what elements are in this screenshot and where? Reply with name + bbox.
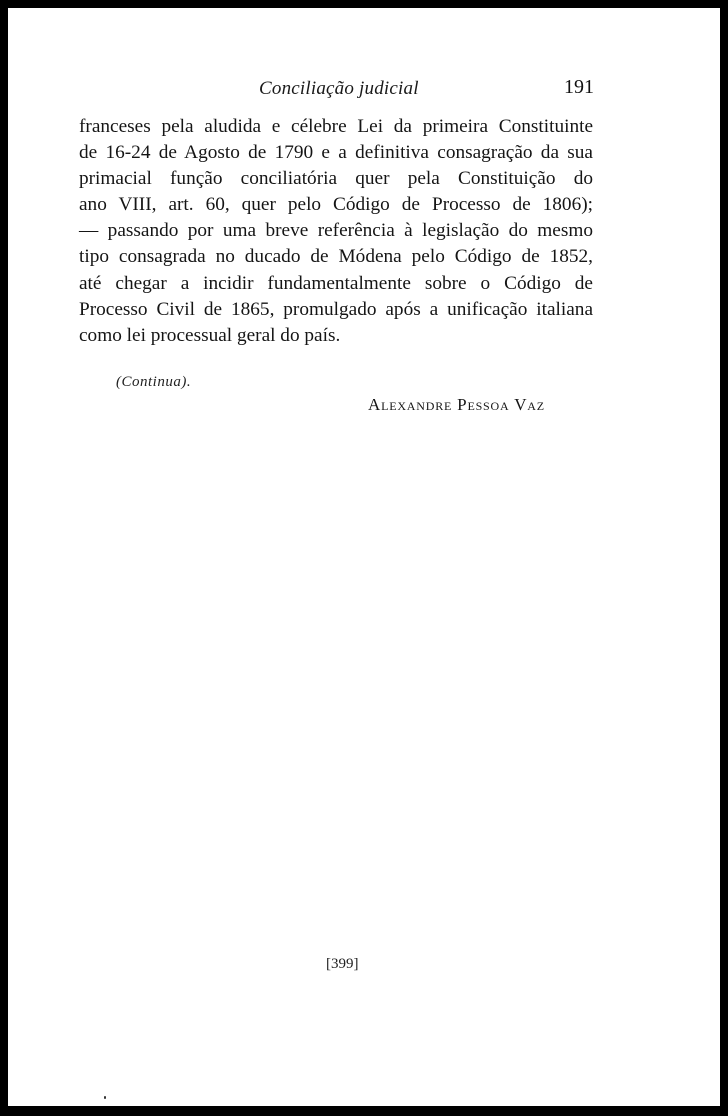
text-line: — passando por uma breve referência à legislação do mesmo bbox=[79, 220, 593, 242]
scan-speck bbox=[104, 1096, 106, 1099]
running-title: Conciliação judicial bbox=[259, 78, 419, 99]
text-line: primacial função conciliatória quer pela Constituição do bbox=[79, 168, 593, 190]
text-line: tipo consagrada no ducado de Módena pelo Código de 1852, bbox=[79, 246, 593, 268]
footer-reference: [399] bbox=[326, 956, 359, 972]
running-header bbox=[8, 78, 720, 108]
text-line: como lei processual geral do país. bbox=[79, 324, 341, 346]
text-line: até chegar a incidir fundamentalmente sobre o Código de bbox=[79, 272, 593, 294]
page bbox=[8, 8, 720, 1106]
body-paragraph bbox=[79, 114, 593, 349]
author-signature: Alexandre Pessoa Vaz bbox=[368, 395, 545, 414]
text-line: de 16-24 de Agosto de 1790 e a definitiva consagração da sua bbox=[79, 142, 593, 164]
text-line: franceses pela aludida e célebre Lei da primeira Constituinte bbox=[79, 116, 593, 137]
text-line: Processo Civil de 1865, promulgado após a unificação italiana bbox=[79, 298, 593, 320]
continuation-note: (Continua). bbox=[116, 374, 192, 390]
page-number: 191 bbox=[564, 76, 594, 98]
text-line: ano VIII, art. 60, quer pelo Código de Processo de 1806); bbox=[79, 194, 593, 216]
